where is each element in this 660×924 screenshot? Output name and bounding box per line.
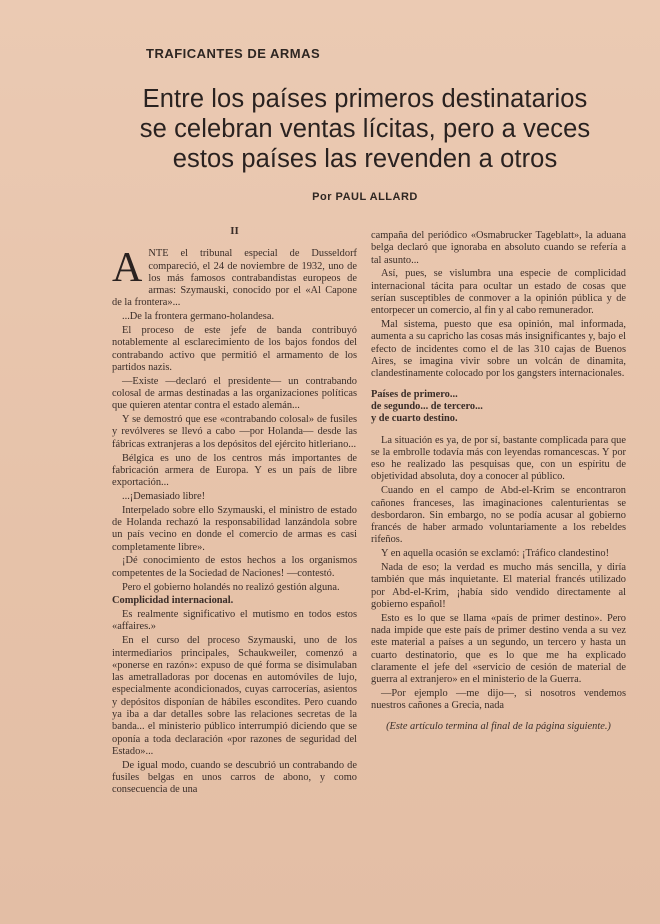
paragraph: La situación es ya, de por sí, bastante complicada para que se la embrolle todavía más con leyendas romancescas. Y por eso he realizado las pesquisas que, con un espíritu de objetividad absoluta, doy a conocer al público.: [371, 434, 626, 483]
paragraph: Es realmente significativo el mutismo en todos estos «affaires.»: [112, 609, 357, 633]
headline-line-2: se celebran ventas lícitas, pero a veces: [139, 115, 591, 143]
subheading: Complicidad internacional.: [112, 595, 234, 607]
continuation-note: (Este artículo termina al final de la página siguiente.): [386, 720, 611, 732]
paragraph: campaña del periódico «Osmabrucker Tageblatt», la aduana belga declaró que ignoraba en absoluto cuando se refería a tal asunto...: [371, 230, 626, 266]
byline: Por PAUL ALLARD: [312, 191, 418, 203]
subheading-line: y de cuarto destino.: [371, 412, 458, 424]
paragraph: Y en aquella ocasión se exclamó: ¡Tráfico clandestino!: [381, 548, 610, 560]
paragraph: Cuando en el campo de Abd-el-Krim se encontraron cañones franceses, las imaginaciones calenturientas se desbordaron. Sin embargo, no se podía acusar al gobierno francés de haber armado voluntariamente a los rebeldes rifeños.: [371, 485, 626, 546]
paragraph: Y se demostró que ese «contrabando colosal» de fusiles y revólveres se llevó a cabo —por Holanda— desde las fábricas extranjeras a los depósitos del ejército hitleriano...: [112, 414, 357, 450]
right-column: [371, 230, 626, 870]
subheading-line: Países de primero...: [371, 388, 458, 400]
opening-paragraph: [112, 245, 357, 309]
headline-line-3: estos países las revenden a otros: [172, 145, 558, 173]
paragraph: Esto es lo que se llama «país de primer destino». Pero nada impide que este país de primer destino venda a su vez este material a países a un segundo, un tercero y hasta un cuarto destinatorio, que es lo que me ha explicado claramente el jefe del «servicio de cesión de material de guerra al extranjero» en el ministerio de la Guerra.: [371, 612, 626, 686]
paragraph: ...¡Demasiado libre!: [122, 490, 206, 502]
paragraph: —Por ejemplo —me dijo—, si nosotros vendemos nuestros cañones a Grecia, nada: [371, 688, 626, 712]
subheading-line: de segundo... de tercero...: [371, 400, 483, 412]
paragraph: Interpelado sobre ello Szymauski, el ministro de estado de Holanda rechazó la responsabilidad lanzándola sobre un país vecino en donde el comercio de armas es casi completamente libre».: [112, 504, 357, 553]
headline-line-1: Entre los países primeros destinatarios: [142, 85, 588, 113]
paragraph: ¡Dé conocimiento de estos hechos a los organismos competentes de la Sociedad de Naciones! —contestó.: [112, 555, 357, 579]
drop-cap: A: [112, 245, 143, 292]
paragraph: Bélgica es uno de los centros más importantes de fabricación armera de Europa. Y es un país de libre exportación...: [112, 452, 357, 489]
headline: [95, 84, 635, 174]
paragraph: Mal sistema, puesto que esa opinión, mal informada, aumenta a su capricho las cosas más insignificantes y, bajo el efecto de incidentes como el de las 310 cajas de Buenos Aires, se imagina vivir sobre un volcán de dinamita, clandestinamente colocado por los gangsters internacionales.: [371, 319, 626, 380]
left-column: [112, 225, 357, 865]
paragraph: Pero el gobierno holandés no realizó gestión alguna.: [122, 581, 340, 593]
section-label: TRAFICANTES DE ARMAS: [146, 46, 321, 61]
paragraph: El proceso de este jefe de banda contribuyó notablemente al esclarecimiento de los bajos fondos del contrabando activo que permitió el armamento de los partidos nazis.: [112, 325, 357, 373]
paragraph: Nada de eso; la verdad es mucho más sencilla, y diría también que más inquietante. El material francés utilizado por Abd-el-Krim, ¡había sido vendido directamente al gobierno español!: [371, 562, 626, 610]
paragraph: Así, pues, se vislumbra una especie de complicidad internacional tácita para ocultar un estado de cosas que serían susceptibles de conmover a la opinión pública y de entorpecer un comercio, al fin y al cabo remunerador.: [371, 268, 626, 317]
paragraph: De igual modo, cuando se descubrió un contrabando de fusiles belgas en unos carros de abono, y como consecuencia de una: [112, 759, 357, 796]
paragraph: ...De la frontera germano-holandesa.: [122, 311, 275, 323]
part-numeral: II: [230, 225, 239, 237]
paragraph: —Existe —declaró el presidente— un contrabando colosal de armas destinadas a las organizaciones políticas que quieren atentar contra el estado alemán...: [112, 375, 357, 412]
subheading: [371, 389, 626, 425]
paragraph: NTE el tribunal especial de Dusseldorf compareció, el 24 de noviembre de 1932, uno de los más famosos contrabandistas europeos de armas: Szymauski, conocido por el «Al Capone de la frontera»...: [112, 248, 357, 309]
paragraph: En el curso del proceso Szymauski, uno de los intermediarios principales, Schaukweiler, comenzó a «ponerse en razón»: expuso de qué forma se disimulaban las ametralladoras por docenas en automóviles de lujo, especialmente acondicionados, cuyas carrocerías, asientos y depósitos disponían de hábiles escondites. Pero cuando ya iba a dar detalles sobre las relaciones secretas de la banda... el ministerio público interrumpió diciendo que se oponía a toda declaración «por razones de seguridad del Estado»...: [112, 635, 357, 757]
